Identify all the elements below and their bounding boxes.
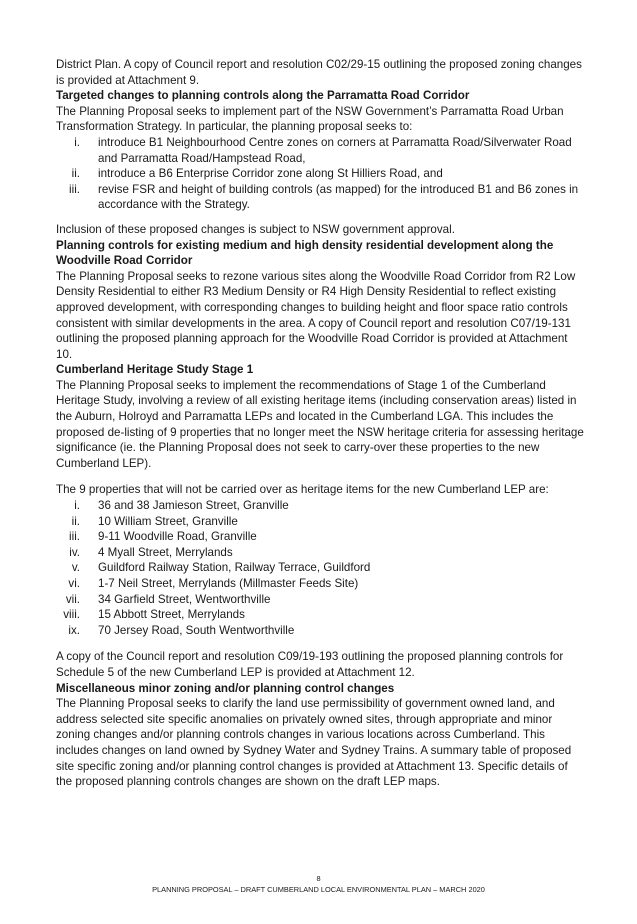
parramatta-list (56, 135, 586, 213)
list-number: iii. (69, 182, 80, 196)
list-number: ii. (71, 167, 80, 181)
list-item (56, 135, 586, 166)
page-content (56, 57, 586, 790)
list-item (56, 607, 586, 623)
list-item (56, 514, 586, 530)
misc-heading: Miscellaneous minor zoning and/or planning control changes (56, 681, 395, 695)
list-item (56, 545, 586, 561)
parramatta-body: The Planning Proposal seeks to implement part of the NSW Government’s Parramatta Road Urban Transformation Strategy. In particular, the planning proposal seeks to: (56, 104, 564, 134)
list-item (56, 592, 586, 608)
list-text: Guildford Railway Station, Railway Terrace, Guildford (98, 561, 371, 575)
woodville-heading: Planning controls for existing medium and high density residential development along the Woodville Road Corridor (56, 238, 554, 268)
list-item (56, 182, 586, 213)
list-text: 36 and 38 Jamieson Street, Granville (98, 499, 289, 513)
list-text: 70 Jersey Road, South Wentworthville (98, 623, 295, 637)
parramatta-note: Inclusion of these proposed changes is subject to NSW government approval. (56, 222, 455, 236)
list-text: revise FSR and height of building controls (as mapped) for the introduced B1 and B6 zones in accordance with the Strategy. (98, 182, 579, 212)
misc-body: The Planning Proposal seeks to clarify the land use permissibility of government owned land, and address selected site specific anomalies on privately owned sites, through appropriate and minor zoning changes and/or planning controls changes in various locations across Cumberland. This includes changes on land owned by Sydney Water and Sydney Trains. A summary table of proposed site specific zoning and/or planning control changes is provided at Attachment 13. Specific details of the proposed planning controls changes are shown on the draft LEP maps. (56, 697, 572, 789)
list-number: ii. (71, 514, 80, 528)
intro-paragraph: District Plan. A copy of Council report and resolution C02/29-15 outlining the proposed zoning changes is provided at Attachment 9. (56, 58, 582, 87)
list-number: v. (71, 561, 80, 575)
list-number: ix. (68, 623, 80, 637)
list-item (56, 576, 586, 592)
list-item (56, 560, 586, 576)
list-number: vi. (68, 577, 80, 590)
list-text: 9-11 Woodville Road, Granville (98, 530, 257, 544)
list-number: vii. (65, 592, 80, 606)
list-number: iii. (69, 530, 80, 544)
woodville-body: The Planning Proposal seeks to rezone various sites along the Woodville Road Corridor from R2 Low Density Residential to either R3 Medium Density or R4 High Density Residential to reflect existing approved development, with corresponding changes to building height and floor space ratio controls consistent with similar developments in the area. A copy of Council report and resolution C07/19-131 outlining the proposed planning approach for the Woodville Road Corridor is provided at Attachment 10. (56, 269, 576, 361)
list-number: i. (74, 135, 80, 149)
list-text: 1-7 Neil Street, Merrylands (Millmaster Feeds Site) (98, 577, 359, 590)
heritage-body: The Planning Proposal seeks to implement the recommendations of Stage 1 of the Cumberland Heritage Study, involving a review of all existing heritage items (including conservation areas) listed in the Auburn, Holroyd and Parramatta LEPs and located in the Cumberland LGA. This includes the proposed de-listing of 9 properties that no longer meet the NSW heritage criteria for assessing heritage significance (ie. the Planning Proposal does not seek to carry-over these properties to the new Cumberland LEP). (56, 378, 584, 470)
list-number: viii. (63, 608, 80, 622)
list-text: 4 Myall Street, Merrylands (98, 545, 233, 559)
page-number: 8 (316, 874, 321, 883)
list-text: introduce a B6 Enterprise Corridor zone along St Hilliers Road, and (98, 167, 443, 181)
list-text: 15 Abbott Street, Merrylands (98, 608, 245, 622)
list-text: introduce B1 Neighbourhood Centre zones on corners at Parramatta Road/Silverwater Road and Parramatta Road/Hampstead Road, (98, 135, 572, 165)
list-text: 34 Garfield Street, Wentworthville (98, 592, 271, 606)
heritage-list-intro: The 9 properties that will not be carried over as heritage items for the new Cumberland LEP are: (56, 483, 549, 497)
list-item (56, 166, 586, 182)
list-number: i. (74, 499, 80, 513)
list-item (56, 529, 586, 545)
parramatta-heading: Targeted changes to planning controls along the Parramatta Road Corridor (56, 89, 470, 103)
list-text: 10 William Street, Granville (98, 514, 238, 528)
list-item (56, 623, 586, 639)
heritage-heading: Cumberland Heritage Study Stage 1 (56, 363, 254, 377)
heritage-closing: A copy of the Council report and resolution C09/19-193 outlining the proposed planning controls for Schedule 5 of the new Cumberland LEP is provided at Attachment 12. (56, 650, 564, 679)
page-footer: PLANNING PROPOSAL – DRAFT CUMBERLAND LOCAL ENVIRONMENTAL PLAN – MARCH 2020 (152, 885, 485, 894)
heritage-list (56, 498, 586, 638)
list-item (56, 498, 586, 514)
list-number: iv. (69, 545, 80, 559)
